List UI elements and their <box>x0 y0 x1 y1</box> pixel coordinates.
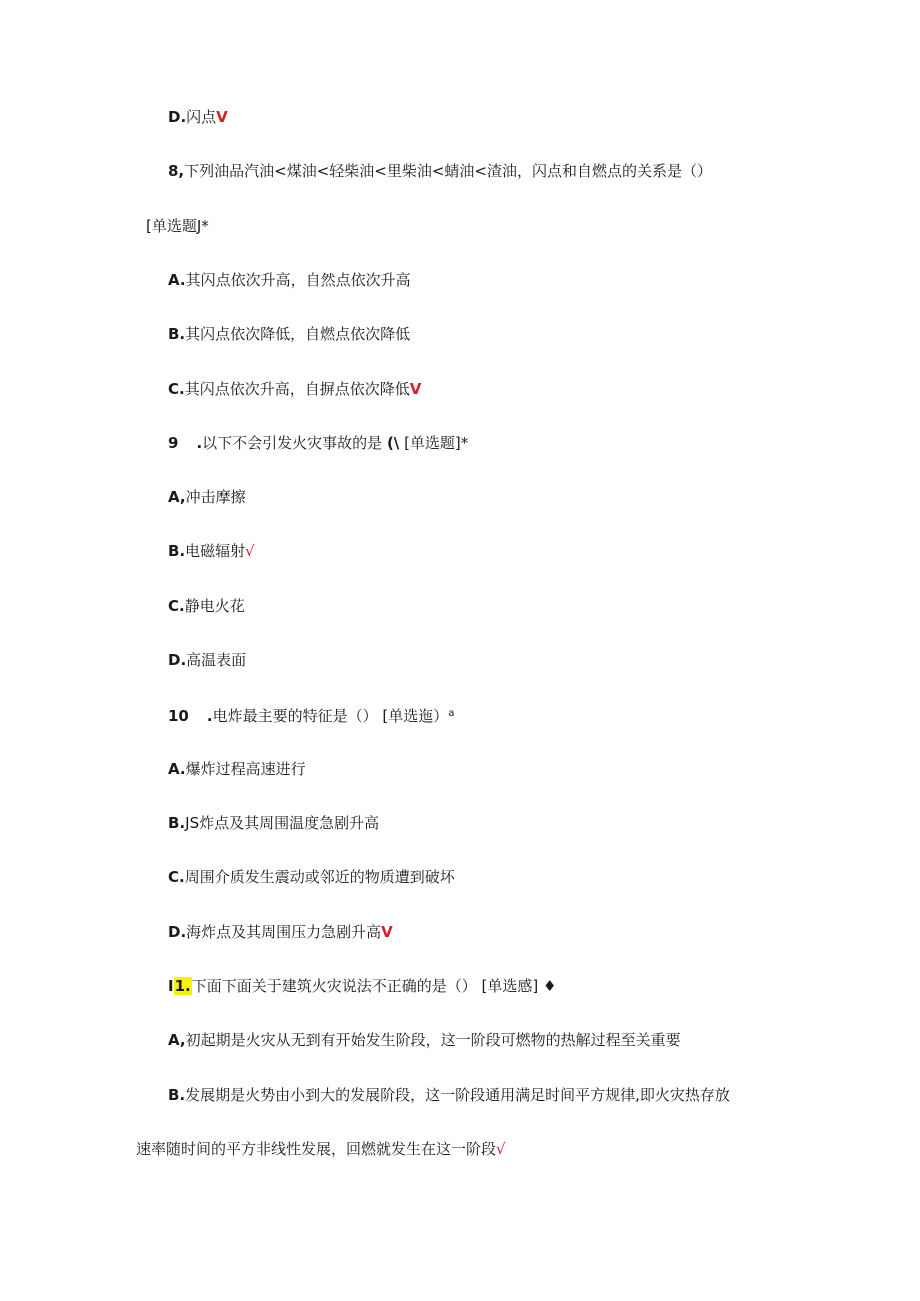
option-letter: B. <box>168 542 186 560</box>
q10-option-b <box>168 813 379 833</box>
question-type-tag: [单选迤） <box>382 707 449 725</box>
q7-option-d <box>168 107 228 127</box>
option-letter: C. <box>168 868 185 886</box>
q9-option-b <box>168 541 255 561</box>
option-letter: B. <box>168 1086 186 1104</box>
option-letter: D. <box>168 651 187 669</box>
q9-option-a <box>168 487 246 507</box>
answer-check-mark: V <box>381 923 393 941</box>
diamond-icon: ♦ <box>543 977 557 995</box>
option-text: 高温表面 <box>186 651 247 669</box>
option-text: 周围介质发生震动或邻近的物质遭到破坏 <box>184 868 455 886</box>
answer-check-mark: √ <box>245 542 255 560</box>
option-text: 电磁辐射 <box>185 542 246 560</box>
question-type-tag: [单选感] <box>481 977 539 995</box>
q11-stem <box>168 976 556 996</box>
q8-stem <box>168 161 712 181</box>
question-dot: . <box>196 434 203 452</box>
option-text-continued: 速率随时间的平方非线性发展，回燃就发生在这一阶段 <box>136 1140 497 1158</box>
question-text: 下列油品汽油<煤油<轻柴油<里柴油<蜻油<渣油，闪点和自燃点的关系是（） <box>184 162 712 180</box>
q8-option-b <box>168 324 410 344</box>
option-text: 其闪点依次升高，自摒点依次降低 <box>184 380 410 398</box>
question-number: 8, <box>168 162 185 180</box>
q11-option-b-line1 <box>168 1085 730 1105</box>
option-letter: C. <box>168 597 185 615</box>
question-text: 以下不会引发火灾事故的是 <box>202 434 383 452</box>
question-number-prefix: I <box>168 977 174 995</box>
question-paren: (\ <box>386 434 400 452</box>
question-text: 电炸最主要的特征是（） <box>212 707 378 725</box>
q9-option-d <box>168 650 246 670</box>
question-text: 下面下面关于建筑火灾说法不正确的是（） <box>191 977 477 995</box>
superscript-mark: a <box>448 708 455 719</box>
answer-check-mark: V <box>409 380 422 398</box>
option-letter: C. <box>168 380 185 398</box>
q11-option-a <box>168 1030 681 1050</box>
q9-option-c <box>168 596 245 616</box>
option-text: 闪点 <box>186 108 217 126</box>
option-text: 其闪点依次降低，自燃点依次降低 <box>185 325 411 343</box>
option-letter: A, <box>168 488 186 506</box>
option-text: 海炸点及其周围压力急剧升高 <box>186 923 382 941</box>
option-text: JS炸点及其周围温度急剧升高 <box>185 814 380 832</box>
question-dot: . <box>206 707 213 725</box>
question-type-tag: [单选题J* <box>146 217 209 235</box>
option-letter: B. <box>168 814 186 832</box>
option-letter: D. <box>168 923 187 941</box>
q10-option-d <box>168 922 393 942</box>
q10-stem <box>168 704 454 724</box>
q8-option-a <box>168 270 411 290</box>
q11-option-b-line2 <box>136 1139 506 1159</box>
question-number-highlighted: 1. <box>174 977 191 995</box>
option-text: 静电火花 <box>184 597 245 615</box>
question-type-tag: [单选题]* <box>404 434 469 452</box>
option-letter: A. <box>168 271 186 289</box>
option-letter: A. <box>168 760 186 778</box>
option-text: 爆炸过程高速进行 <box>185 760 306 778</box>
option-letter: B. <box>168 325 186 343</box>
question-number: 10 <box>168 707 189 725</box>
option-text: 冲击摩擦 <box>185 488 246 506</box>
q9-stem <box>168 433 468 453</box>
option-text: 初起期是火灾从无到有开始发生阶段，这一阶段可燃物的热解过程至关重要 <box>185 1031 681 1049</box>
option-text: 其闪点依次升高，自然点依次升高 <box>185 271 411 289</box>
q10-option-c <box>168 867 455 887</box>
q8-option-c <box>168 379 421 399</box>
q10-option-a <box>168 759 306 779</box>
option-text: 发展期是火势由小到大的发展阶段，这一阶段通用满足时间平方规律,即火灾热存放 <box>185 1086 730 1104</box>
q8-type-tag <box>146 216 209 236</box>
option-letter: D. <box>168 108 187 126</box>
answer-check-mark: V <box>216 108 228 126</box>
question-number: 9 <box>168 434 179 452</box>
answer-check-mark: √ <box>496 1140 506 1158</box>
option-letter: A, <box>168 1031 186 1049</box>
